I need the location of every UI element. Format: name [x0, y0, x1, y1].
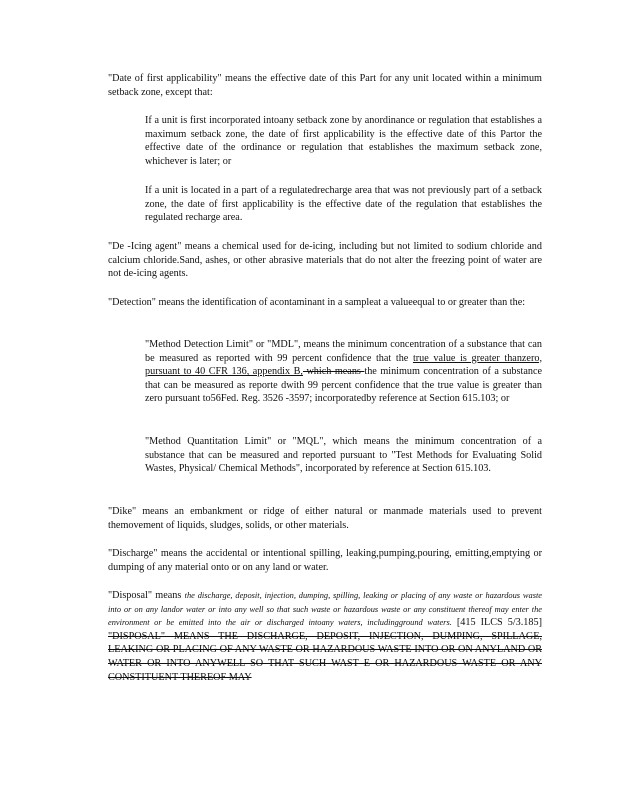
- disposal-italic-text: the discharge, deposit, injection, dumping, spilling, leaking or placing of any waste or hazardous waste into or on any landor water or into any well so that such waste or hazardous waste or any constituent thereof may enter the environment or be emitted into the air or discharged intoany waters, includingground waters.: [108, 591, 543, 628]
- definition-disposal: [108, 589, 542, 684]
- mdl-struck-text: which means: [302, 366, 365, 378]
- definition-method-detection-limit: [145, 338, 542, 406]
- date-applicability-clause-2: If a unit is located in a part of a regulatedrecharge area that was not previously part of a setback zone, the date of first applicability is the effective date of the regulation that establishes the regulated recharge area.: [145, 185, 542, 224]
- disposal-struck-caps-text: "DISPOSAL" MEANS THE DISCHARGE, DEPOSIT, INJECTION, DUMPING, SPILLAGE, LEAKING OR PLACING OF ANY WASTE OR HAZARDOUS WASTE INTO OR ON ANYLAND OR WATER OR INTO ANYWELL SO THAT SUCH WAST E OR HAZARDOUS WASTE OR ANY CONSTITUENT THEREOF MAY: [108, 630, 542, 683]
- mdl-underlined-text: true value is greater thanzero, pursuant to 40 CFR 136, appendix B,: [145, 352, 542, 378]
- mdl-text-a: "Method Detection Limit" or "MDL", means the minimum concentration of a substance that can be measured as reported with 99 percent confidence that the: [145, 339, 542, 364]
- mdl-text-b: the minimum concentration of a substance that can be measured as reporte dwith 99 percent confidence that the true value is greater than zero pursuant to56Fed. Reg. 3526 -3597; incorporatedby reference at Section 615.103; or: [145, 366, 542, 405]
- definition-discharge: "Discharge" means the accidental or intentional spilling, leaking,pumping,pouring, emitting,emptying or dumping of any material onto or on any land or water.: [108, 548, 542, 573]
- definition-date-of-first-applicability: "Date of first applicability" means the effective date of this Part for any unit located within a minimum setback zone, except that:: [108, 73, 542, 98]
- definition-detection: "Detection" means the identification of acontaminant in a sampleat a valueequal to or greater than the:: [108, 297, 526, 308]
- disposal-lead: "Disposal" means: [108, 590, 185, 601]
- definition-dike: "Dike" means an embankment or ridge of either natural or manmade materials used to prevent themovement of liquids, sludges, solids, or other materials.: [108, 506, 542, 531]
- date-applicability-clause-1: If a unit is first incorporated intoany setback zone by anordinance or regulation that establishes a maximum setback zone, the date of first applicability is the effective date of this Partor the effective date of the ordinance or regulation that establishes the maximum setback zone, whichever is later; or: [145, 115, 542, 167]
- definition-method-quantitation-limit: "Method Quantitation Limit" or "MQL", which means the minimum concentration of a substance that can be measured and reported pursuant to "Test Methods for Evaluating Solid Wastes, Physical/ Chemical Methods", incorporated by reference at Section 615.103.: [145, 436, 542, 475]
- disposal-citation: [415 ILCS 5/3.185]: [451, 617, 542, 629]
- definition-de-icing-agent: "De -Icing agent" means a chemical used for de-icing, including but not limited to sodium chloride and calcium chloride.Sand, ashes, or other abrasive materials that do not alter the freezing point of water are not de-icing agents.: [108, 241, 542, 280]
